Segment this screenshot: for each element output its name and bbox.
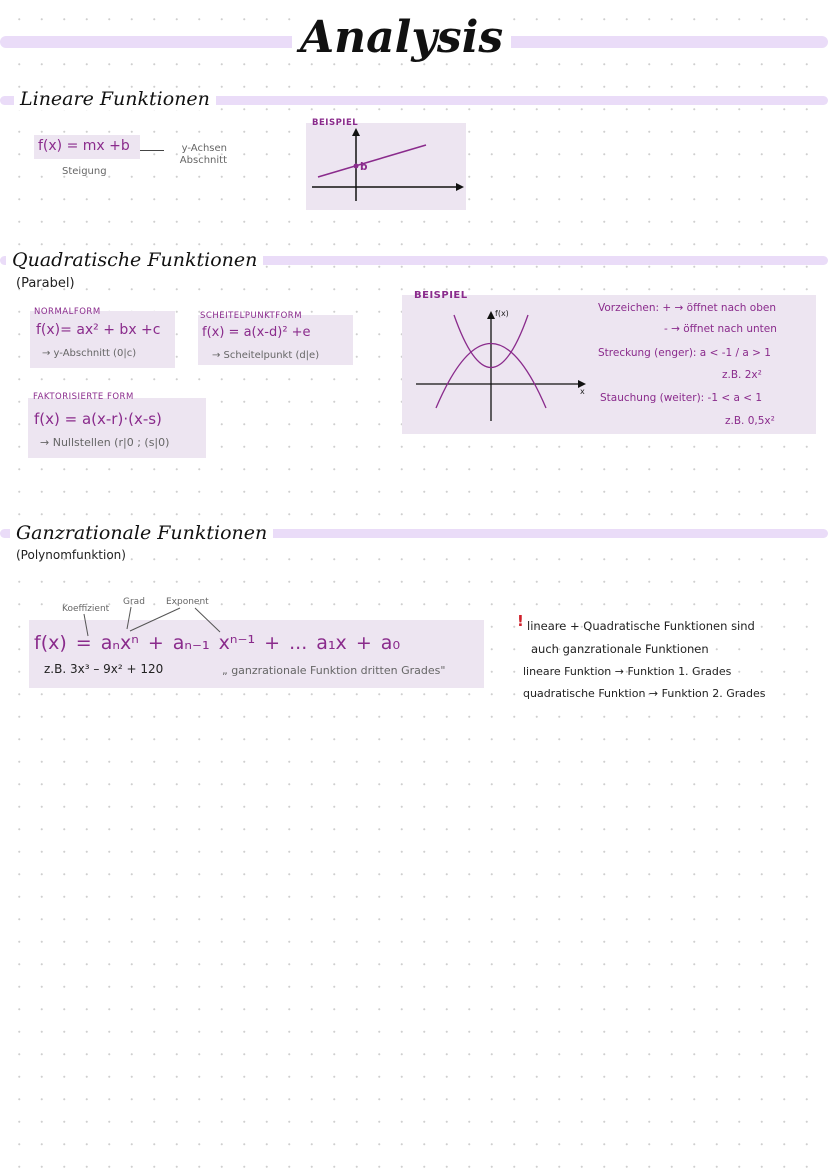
example-label: BEISPIEL: [414, 290, 468, 301]
vertexform-label: SCHEITELPUNKTFORM: [200, 311, 303, 321]
note-line: lineare + Quadratische Funktionen sind: [527, 619, 755, 633]
polynomial-example-note: „ ganzrationale Funktion dritten Grades": [222, 664, 446, 677]
linear-formula: f(x) = mx +b: [38, 138, 130, 154]
factored-label: FAKTORISIERTE FORM: [33, 392, 134, 402]
y-axis-label: f(x): [495, 309, 509, 318]
sign-note-negative: - → öffnet nach unten: [664, 323, 777, 335]
exponent-label: Exponent: [166, 597, 209, 607]
factored-formula: f(x) = a(x-r)·(x-s): [34, 410, 162, 428]
annotation-arrows: [0, 0, 303, 680]
intercept-point-label: b: [360, 161, 368, 173]
sign-note: Vorzeichen: + → öffnet nach oben: [598, 302, 776, 314]
factored-note: → Nullstellen (r|0 ; (s|0): [40, 436, 170, 449]
normalform-note: → y-Abschnitt (0|c): [42, 348, 137, 359]
section-heading-linear: Lineare Funktionen: [14, 88, 216, 110]
coefficient-label: Koeffizient: [62, 604, 110, 614]
polynomial-formula: f(x) = aₙxⁿ + aₙ₋₁ xⁿ⁻¹ + ... a₁x + a₀: [34, 632, 401, 654]
page-title: Analysis: [292, 12, 511, 63]
section-subheading: (Polynomfunktion): [16, 548, 126, 562]
normalform-formula: f(x)= ax² + bx +c: [36, 322, 161, 338]
section-heading-polynomial: Ganzrationale Funktionen: [10, 522, 273, 544]
section-heading-quadratic: Quadratische Funktionen: [6, 249, 263, 271]
note-line: auch ganzrationale Funktionen: [531, 642, 709, 656]
intercept-label: y-Achsen Abschnitt: [179, 143, 227, 166]
normalform-label: NORMALFORM: [34, 307, 101, 317]
vertexform-formula: f(x) = a(x-d)² +e: [202, 325, 311, 340]
vertexform-note: → Scheitelpunkt (d|e): [212, 350, 320, 361]
degree-label: Grad: [123, 597, 145, 607]
note-line: quadratische Funktion → Funktion 2. Grades: [523, 687, 766, 700]
stretch-example: z.B. 2x²: [722, 369, 762, 381]
section-subheading: (Parabel): [16, 276, 75, 291]
note-line: lineare Funktion → Funktion 1. Grades: [523, 665, 732, 678]
slope-label: Steigung: [62, 166, 107, 177]
linear-graph: [306, 123, 466, 210]
compress-note: Stauchung (weiter): -1 < a < 1: [600, 392, 763, 404]
compress-example: z.B. 0,5x²: [725, 415, 775, 427]
x-axis-label: x: [580, 387, 585, 396]
polynomial-example: z.B. 3x³ – 9x² + 120: [44, 662, 164, 676]
stretch-note: Streckung (enger): a < -1 / a > 1: [598, 347, 771, 359]
example-label: BEISPIEL: [312, 118, 359, 128]
important-mark: !: [517, 612, 524, 630]
